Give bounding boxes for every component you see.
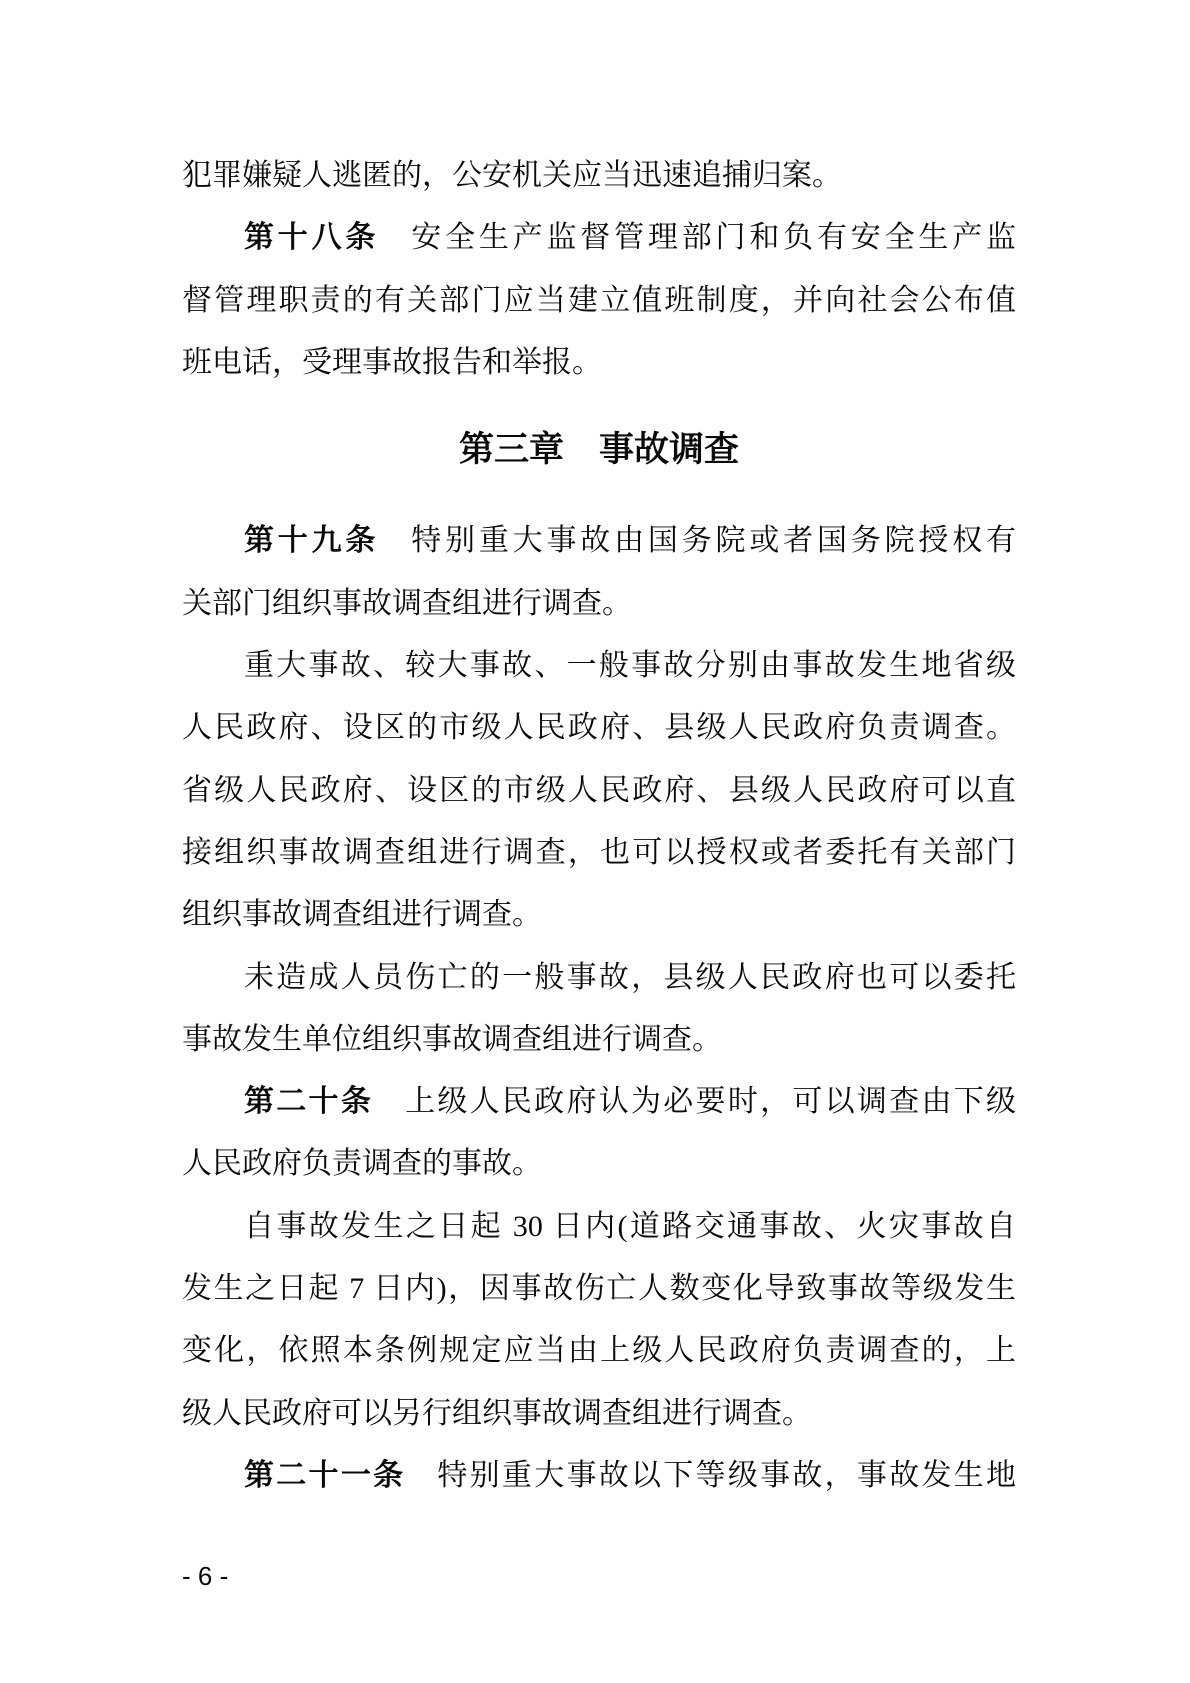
article-text: 上级人民政府认为必要时，可以调查由下级 xyxy=(405,1085,1016,1119)
document-body xyxy=(182,145,1016,1507)
text-line xyxy=(182,207,1016,269)
text-line: 未造成人员伤亡的一般事故，县级人民政府也可以委托 xyxy=(244,960,1016,994)
text-line: 犯罪嫌疑人逃匿的，公安机关应当迅速追捕归案。 xyxy=(182,159,842,192)
page-number: - 6 - xyxy=(182,1561,229,1591)
chapter-heading: 第三章 事故调查 xyxy=(458,430,739,470)
text-line: 发生之日起 7 日内)，因事故伤亡人数变化导致事故等级发生 xyxy=(182,1272,1016,1306)
text-line: 重大事故、较大事故、一般事故分别由事故发生地省级 xyxy=(244,649,1016,683)
text-line: 级人民政府可以另行组织事故调查组进行调查。 xyxy=(182,1396,812,1430)
text-line: 组织事故调查组进行调查。 xyxy=(182,898,542,932)
text-line: 事故发生单位组织事故调查组进行调查。 xyxy=(182,1022,722,1056)
article-number: 第十八条 xyxy=(244,221,380,255)
text-line: 变化，依照本条例规定应当由上级人民政府负责调查的，上 xyxy=(182,1334,1016,1368)
article-text: 安全生产监督管理部门和负有安全生产监 xyxy=(411,221,1016,255)
text-line: 关部门组织事故调查组进行调查。 xyxy=(182,586,632,620)
text-line: 督管理职责的有关部门应当建立值班制度，并向社会公布值 xyxy=(182,283,1016,317)
article-number: 第二十一条 xyxy=(244,1458,406,1492)
text-line xyxy=(182,1445,1016,1507)
text-line: 自事故发生之日起 30 日内(道路交通事故、火灾事故自 xyxy=(244,1209,1016,1243)
article-text: 特别重大事故由国务院或者国务院授权有 xyxy=(411,524,1016,558)
text-line: 人民政府、设区的市级人民政府、县级人民政府负责调查。 xyxy=(182,711,1016,745)
article-number: 第十九条 xyxy=(244,524,380,558)
text-line: 班电话，受理事故报告和举报。 xyxy=(182,345,602,379)
text-line: 人民政府负责调查的事故。 xyxy=(182,1147,542,1181)
text-line xyxy=(182,1071,1016,1133)
text-line: 省级人民政府、设区的市级人民政府、县级人民政府可以直 xyxy=(182,773,1016,807)
text-line: 接组织事故调查组进行调查，也可以授权或者委托有关部门 xyxy=(182,835,1016,869)
text-line xyxy=(182,510,1016,572)
article-number: 第二十条 xyxy=(244,1085,374,1119)
article-text: 特别重大事故以下等级事故，事故发生地 xyxy=(437,1458,1016,1492)
